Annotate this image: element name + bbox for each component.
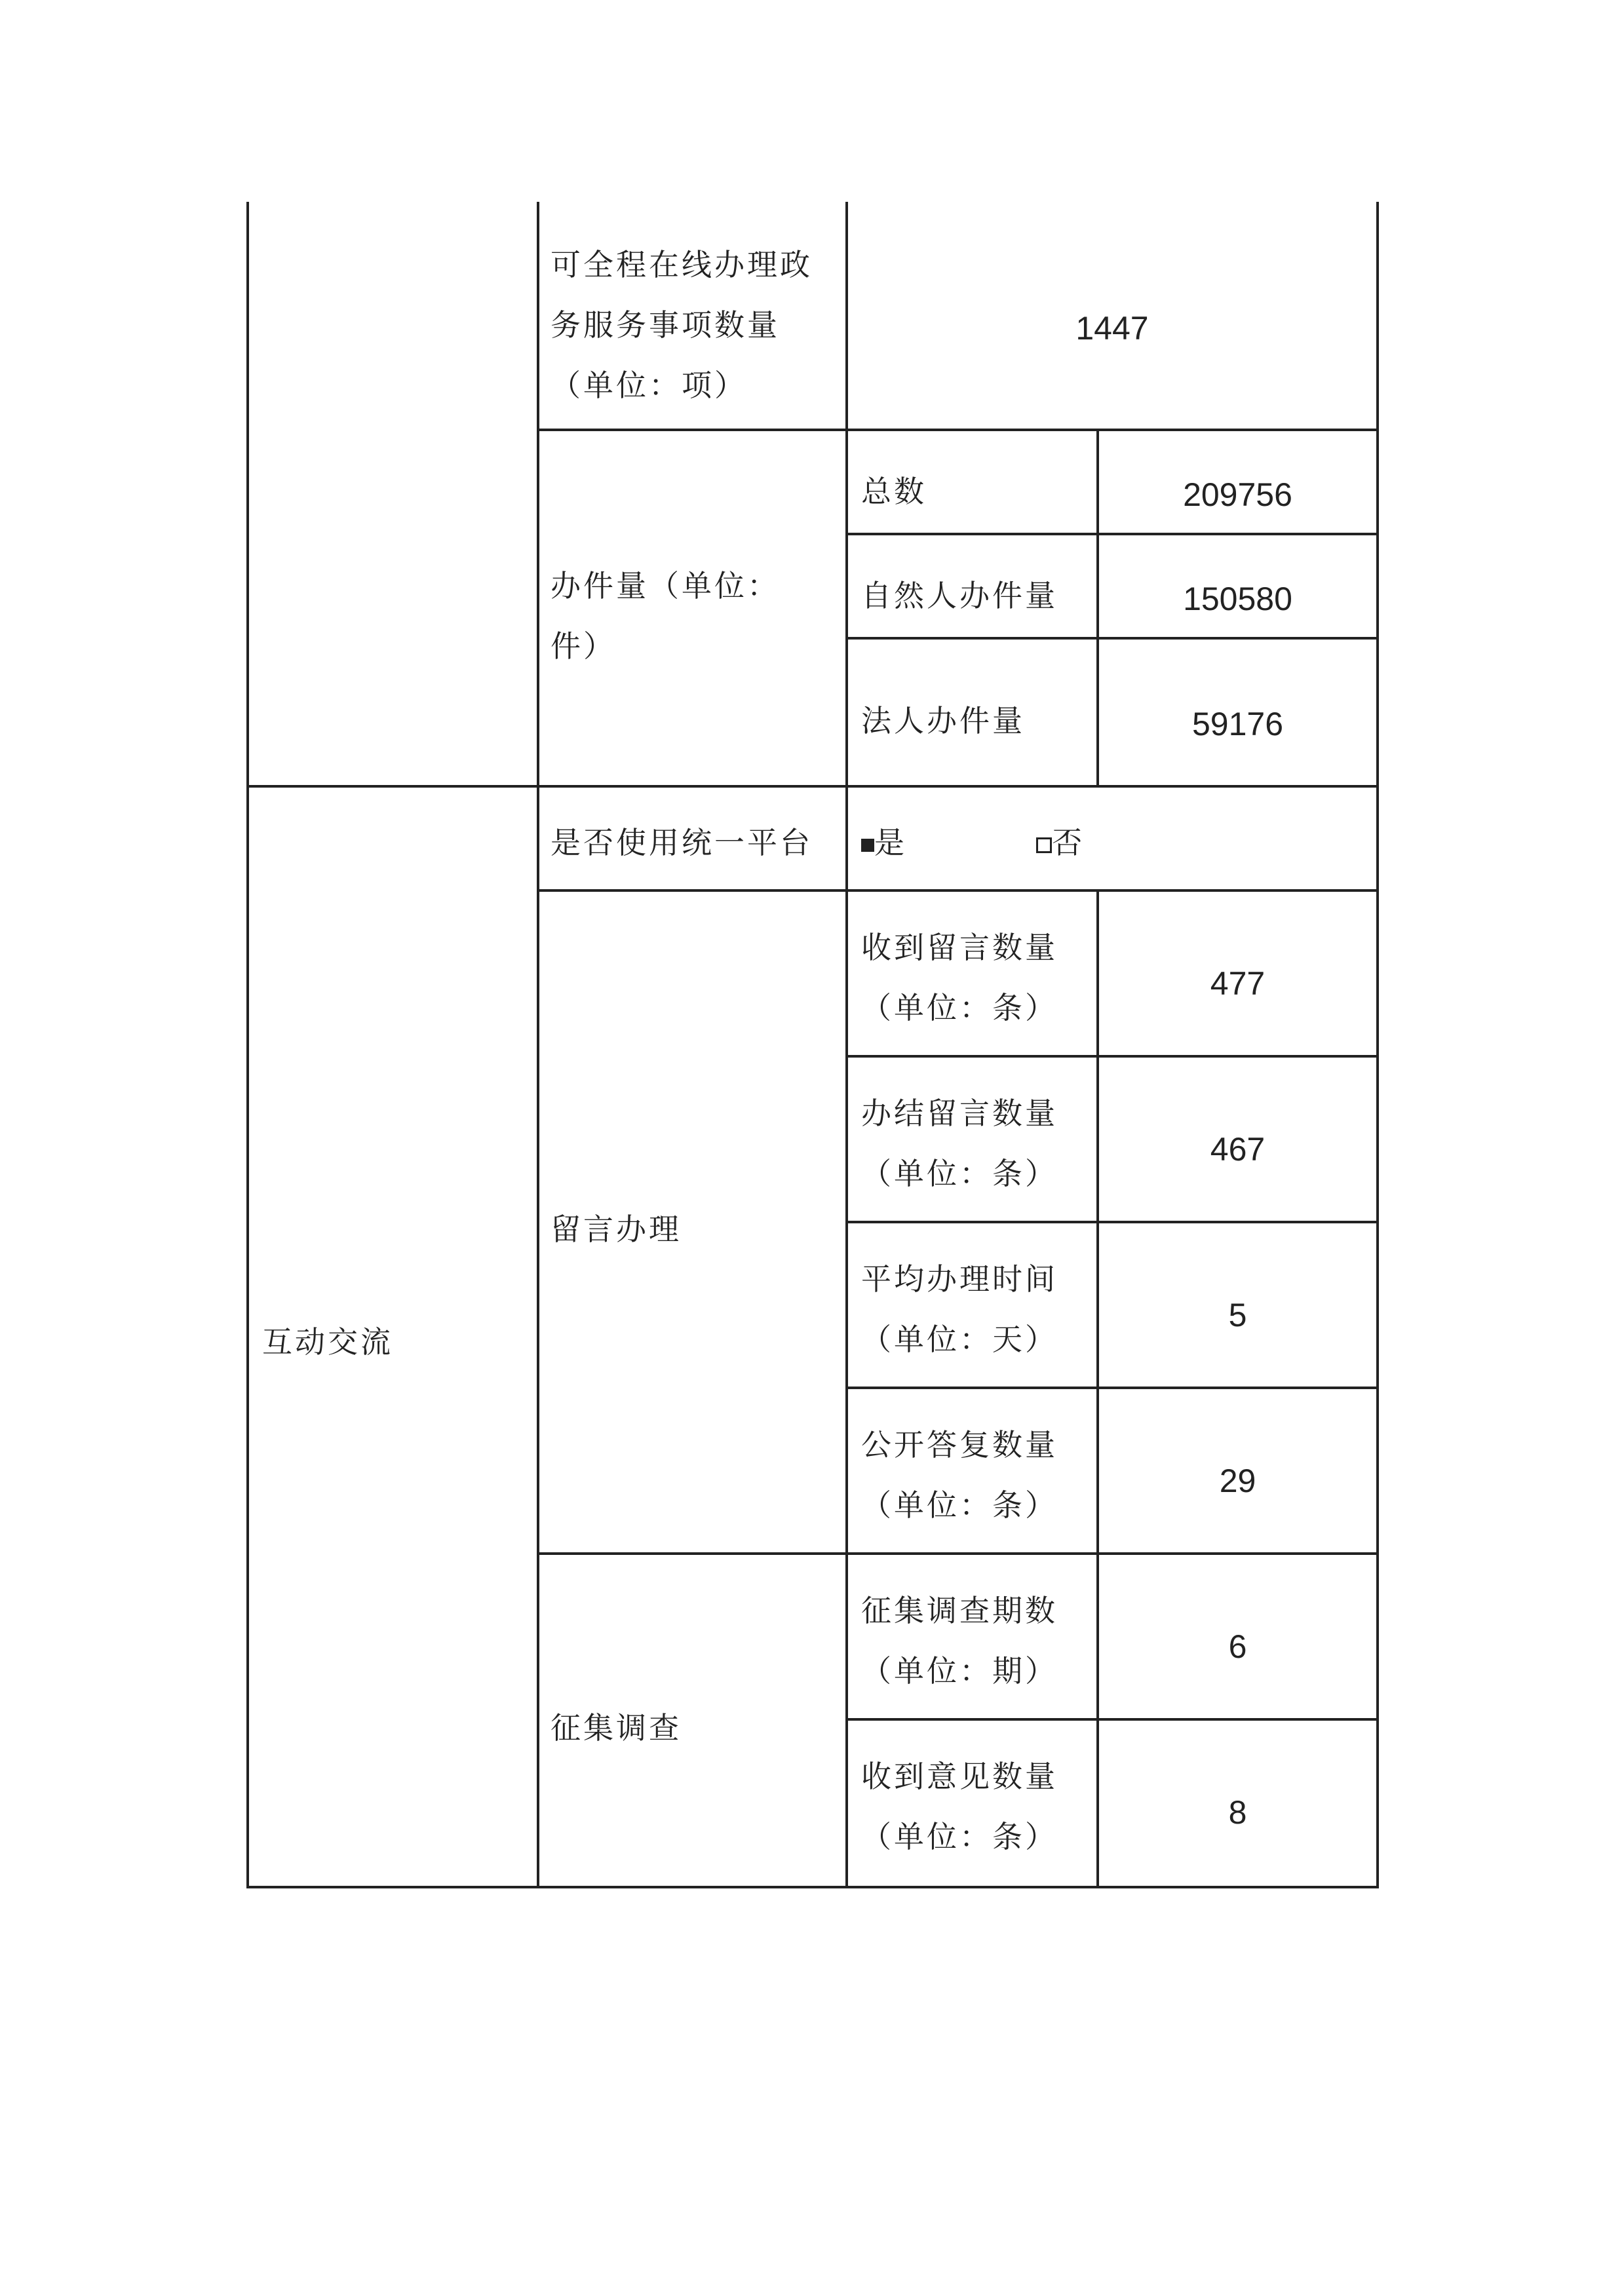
table-row-divider (845, 1055, 1379, 1058)
yes-label: 是 (874, 825, 907, 860)
cases-total-label: 总数 (861, 474, 927, 509)
periods-value: 6 (1228, 1628, 1247, 1665)
periods-label: 征集调查期数 （单位：期） (861, 1593, 1058, 1689)
table-border-left (246, 202, 249, 1888)
received-value: 477 (1210, 965, 1266, 1002)
cases-total-value: 209756 (1183, 476, 1292, 513)
table-row-divider (246, 785, 1379, 788)
online-items-label: 可全程在线办理政 务服务事项数量 （单位：项） (551, 247, 813, 403)
interaction-label: 互动交流 (262, 1324, 393, 1360)
no-label: 否 (1052, 825, 1085, 860)
cases-legal-label: 法人办件量 (861, 703, 1025, 738)
table-row-divider (537, 429, 1379, 431)
public-replies-value: 29 (1219, 1463, 1256, 1499)
online-items-value: 1447 (1075, 310, 1149, 347)
no-checkbox[interactable] (1036, 837, 1052, 853)
yes-checkbox[interactable] (861, 839, 874, 852)
avg-time-label: 平均办理时间 （单位：天） (861, 1261, 1058, 1357)
received-label: 收到留言数量 （单位：条） (861, 930, 1058, 1025)
platform-label: 是否使用统一平台 (551, 825, 813, 860)
cases-natural-value: 150580 (1183, 581, 1292, 617)
platform-options (861, 813, 1085, 873)
concluded-label: 办结留言数量 （单位：条） (861, 1096, 1058, 1191)
table-row-divider (537, 889, 1379, 892)
survey-label: 征集调查 (551, 1710, 682, 1746)
opinions-value: 8 (1228, 1794, 1247, 1831)
table-row-divider (845, 1718, 1379, 1721)
avg-time-value: 5 (1228, 1297, 1247, 1333)
table-col-divider-1 (537, 202, 539, 1888)
table-border-right (1376, 202, 1379, 1888)
cases-natural-label: 自然人办件量 (861, 578, 1058, 613)
opinions-label: 收到意见数量 （单位：条） (861, 1759, 1058, 1854)
messages-label: 留言办理 (551, 1212, 682, 1247)
cases-legal-value: 59176 (1191, 706, 1284, 742)
public-replies-label: 公开答复数量 （单位：条） (861, 1427, 1058, 1523)
table-col-divider-3b (1096, 890, 1099, 1888)
table-row-divider (845, 637, 1379, 640)
table-row-divider (845, 533, 1379, 535)
table-row-divider (845, 1387, 1379, 1389)
table-border-bottom (246, 1886, 1379, 1888)
cases-label: 办件量（单位： 件） (551, 568, 780, 664)
table-row-divider (537, 1552, 1379, 1555)
table-col-divider-2 (845, 202, 848, 1888)
concluded-value: 467 (1210, 1131, 1266, 1168)
table-row-divider (845, 1221, 1379, 1223)
